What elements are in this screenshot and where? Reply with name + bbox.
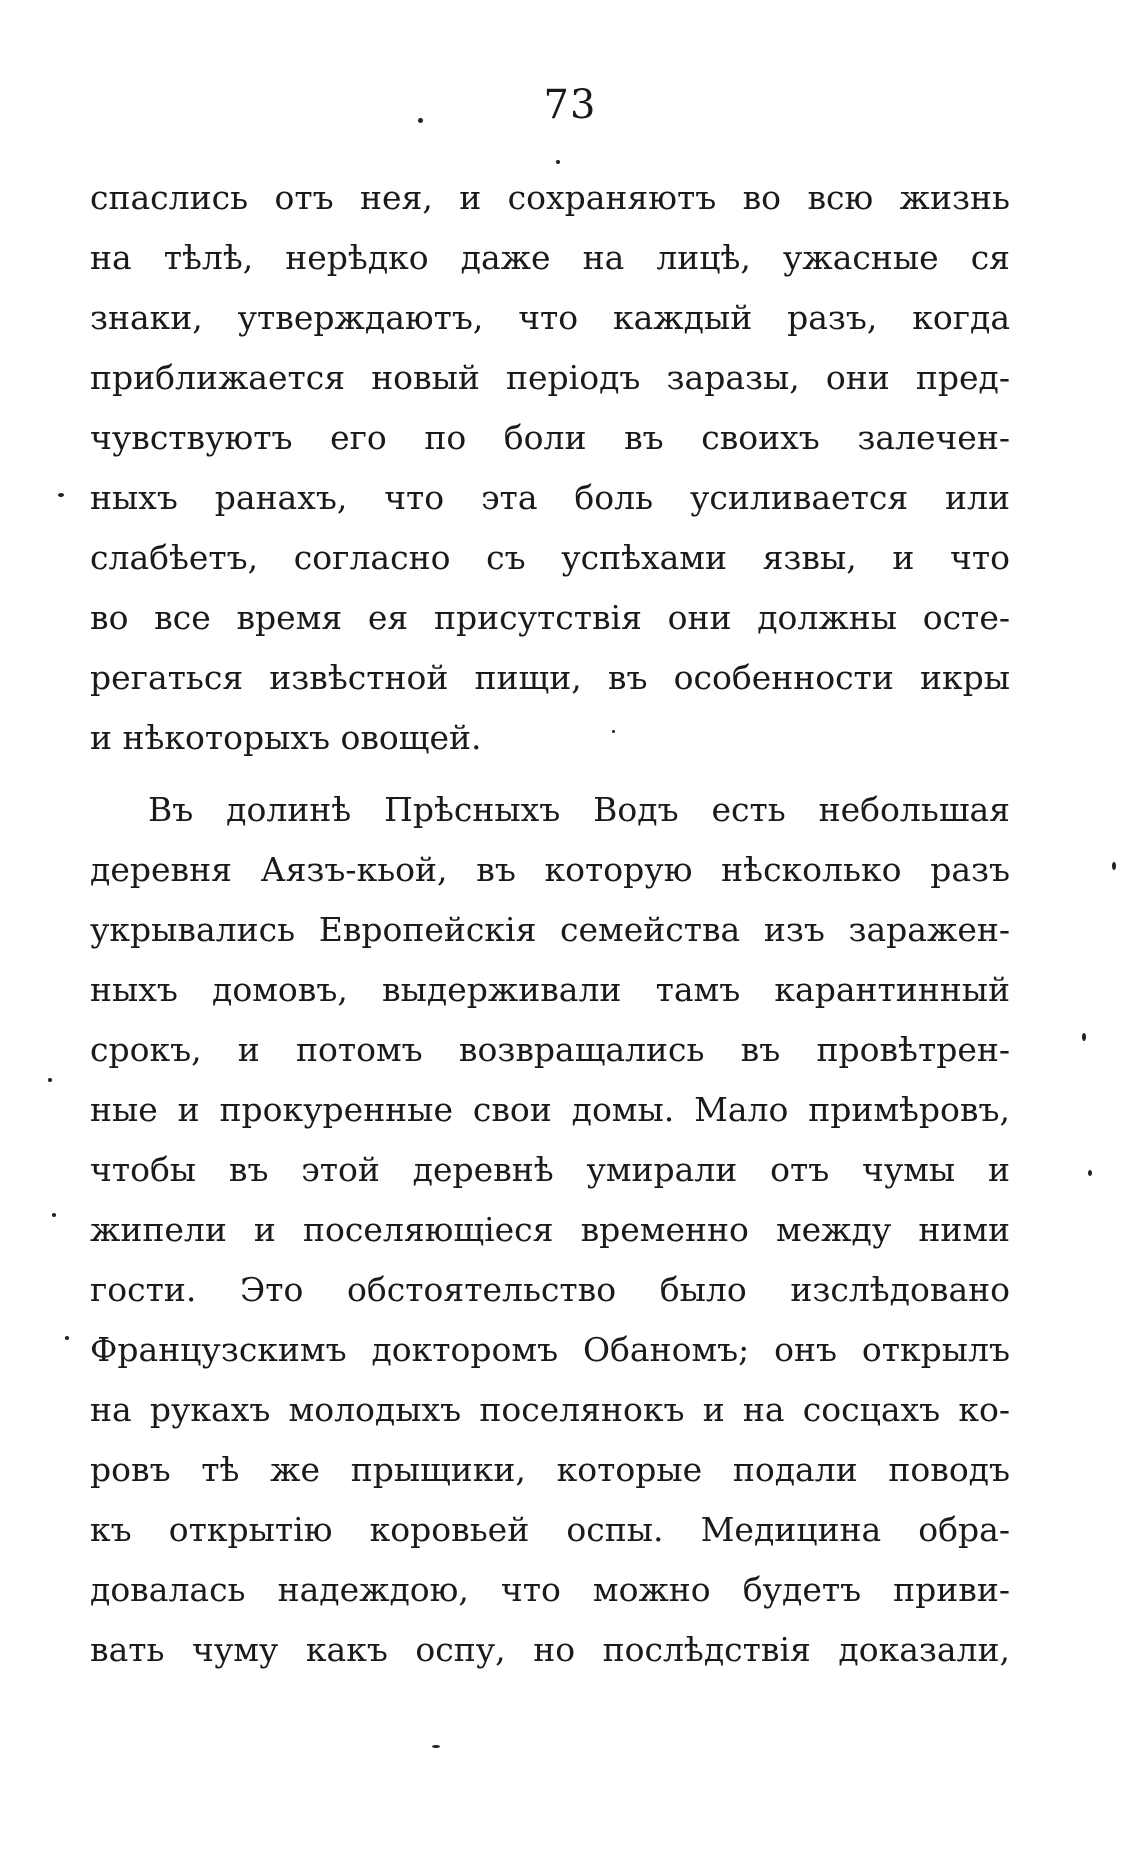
text-line: ные и прокуренные свои домы. Мало примѣровъ,: [90, 1090, 1010, 1129]
text-line: довалась надеждою, что можно будетъ приви-: [90, 1570, 1010, 1609]
text-line: укрывались Европейскія семейства изъ заражен-: [90, 910, 1010, 949]
scan-speck: [418, 118, 423, 123]
text-line: Французскимъ докторомъ Обаномъ; онъ открылъ: [90, 1330, 1010, 1369]
scan-speck: [556, 160, 560, 164]
text-line: деревня Аязъ-кьой, въ которую нѣсколько разъ: [90, 850, 1010, 889]
scan-speck: [1112, 862, 1116, 870]
text-line: на рукахъ молодыхъ поселянокъ и на сосцахъ ко-: [90, 1390, 1010, 1429]
text-line: приближается новый періодъ заразы, они пред-: [90, 358, 1010, 397]
scan-speck: [48, 1078, 52, 1082]
text-line: ныхъ домовъ, выдерживали тамъ карантинный: [90, 970, 1010, 1009]
scan-speck: [1082, 1033, 1086, 1041]
text-line: спаслись отъ нея, и сохраняютъ во всю жизнь: [90, 178, 1010, 217]
text-line: чтобы въ этой деревнѣ умирали отъ чумы и: [90, 1150, 1010, 1189]
scan-speck: [432, 1745, 440, 1748]
text-line: знаки, утверждаютъ, что каждый разъ, когда: [90, 298, 1010, 337]
text-line: вать чуму какъ оспу, но послѣдствія доказали,: [90, 1630, 1010, 1669]
text-line: во все время ея присутствія они должны осте-: [90, 598, 1010, 637]
body-text: [90, 168, 1010, 1680]
text-line: регаться извѣстной пищи, въ особенности икры: [90, 658, 1010, 697]
scan-speck: [52, 1213, 56, 1217]
text-line: срокъ, и потомъ возвращались въ провѣтрен-: [90, 1030, 1010, 1069]
scan-speck: [1088, 1170, 1092, 1176]
text-line: гости. Это обстоятельство было изслѣдовано: [90, 1270, 1010, 1309]
text-line: ныхъ ранахъ, что эта боль усиливается или: [90, 478, 1010, 517]
scan-speck: [612, 730, 615, 733]
paragraph-gap: [90, 768, 1010, 780]
text-line: Въ долинѣ Прѣсныхъ Водъ есть небольшая: [148, 790, 1010, 829]
text-line: на тѣлѣ, нерѣдко даже на лицѣ, ужасные ся: [90, 238, 1010, 277]
text-line: къ открытію коровьей оспы. Медицина обра-: [90, 1510, 1010, 1549]
scan-speck: [65, 1336, 69, 1340]
text-line: ровъ тѣ же прыщики, которые подали поводъ: [90, 1450, 1010, 1489]
page-number: 73: [543, 82, 597, 128]
text-line: слабѣетъ, согласно съ успѣхами язвы, и что: [90, 538, 1010, 577]
text-line: чувствуютъ его по боли въ своихъ залечен-: [90, 418, 1010, 457]
text-line: жипели и поселяющіеся временно между ними: [90, 1210, 1010, 1249]
text-line: и нѣкоторыхъ овощей.: [90, 718, 482, 757]
scan-speck: [58, 493, 64, 497]
